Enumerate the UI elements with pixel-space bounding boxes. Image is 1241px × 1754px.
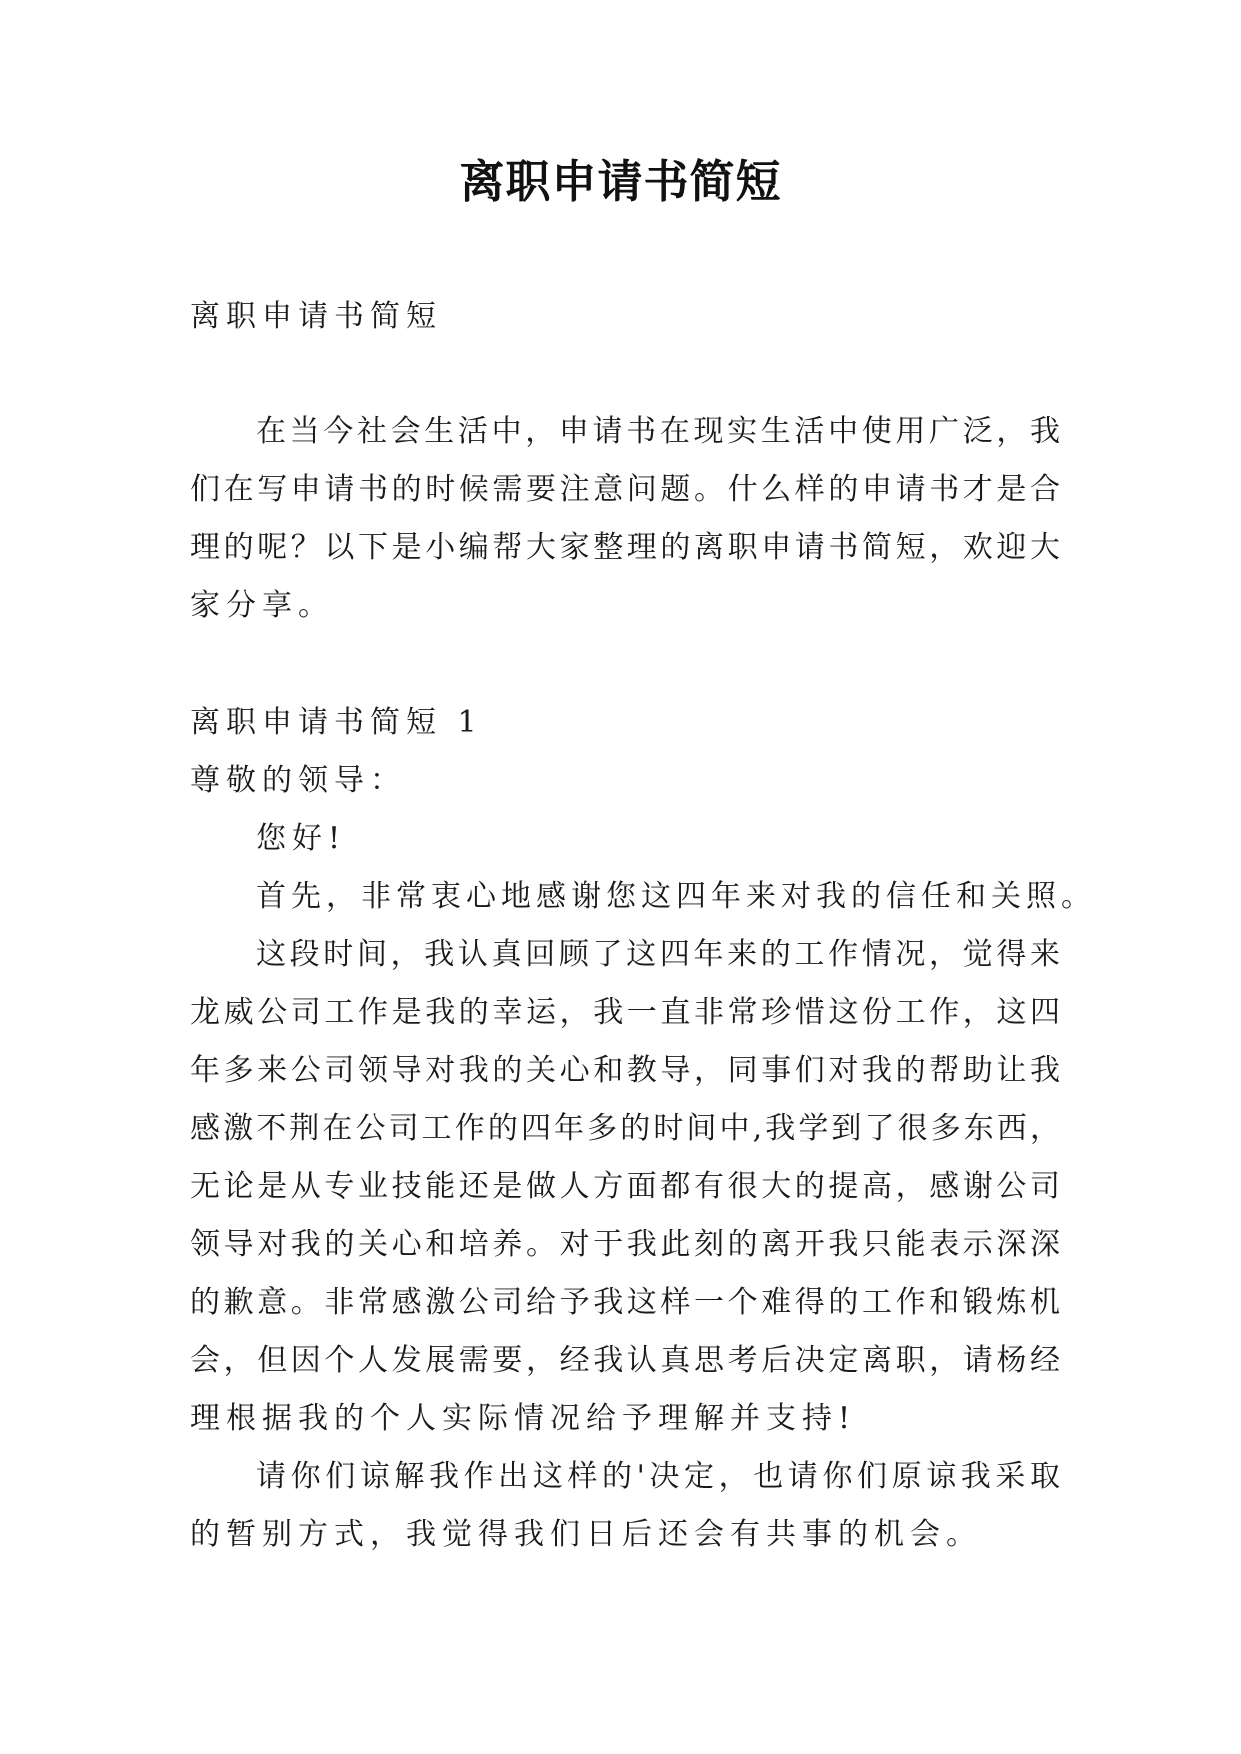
body-line: 的歉意。非常感激公司给予我这样一个难得的工作和锻炼机: [190, 1285, 1060, 1320]
body-line: 的暂别方式，我觉得我们日后还会有共事的机会。: [190, 1517, 982, 1552]
body-line: 请你们谅解我作出这样的'决定，也请你们原谅我采取: [256, 1459, 1060, 1494]
paragraph-thanks: 首先，非常衷心地感谢您这四年来对我的信任和关照。: [256, 879, 1096, 914]
intro-line: 在当今社会生活中，申请书在现实生活中使用广泛，我: [256, 414, 1060, 449]
section-heading: 离职申请书简短 1: [190, 705, 483, 740]
body-line: 理根据我的个人实际情况给予理解并支持!: [190, 1401, 857, 1436]
body-line: 会，但因个人发展需要，经我认真思考后决定离职，请杨经: [190, 1343, 1060, 1378]
body-line: 龙威公司工作是我的幸运，我一直非常珍惜这份工作，这四: [190, 995, 1060, 1030]
body-line: 领导对我的关心和培养。对于我此刻的离开我只能表示深深: [190, 1227, 1060, 1262]
document-title: 离职申请书简短: [459, 155, 782, 208]
intro-line: 家分享。: [190, 588, 334, 623]
document-subtitle: 离职申请书简短: [190, 299, 442, 334]
body-line: 年多来公司领导对我的关心和教导，同事们对我的帮助让我: [190, 1053, 1060, 1088]
body-line: 无论是从专业技能还是做人方面都有很大的提高，感谢公司: [190, 1169, 1060, 1204]
intro-line: 理的呢？以下是小编帮大家整理的离职申请书简短，欢迎大: [190, 530, 1060, 565]
intro-line: 们在写申请书的时候需要注意问题。什么样的申请书才是合: [190, 472, 1060, 507]
body-line: 这段时间，我认真回顾了这四年来的工作情况，觉得来: [256, 937, 1060, 972]
salutation: 尊敬的领导：: [190, 763, 406, 798]
body-line: 感激不荆在公司工作的四年多的时间中,我学到了很多东西，: [190, 1111, 1060, 1146]
greeting: 您好!: [256, 821, 347, 856]
